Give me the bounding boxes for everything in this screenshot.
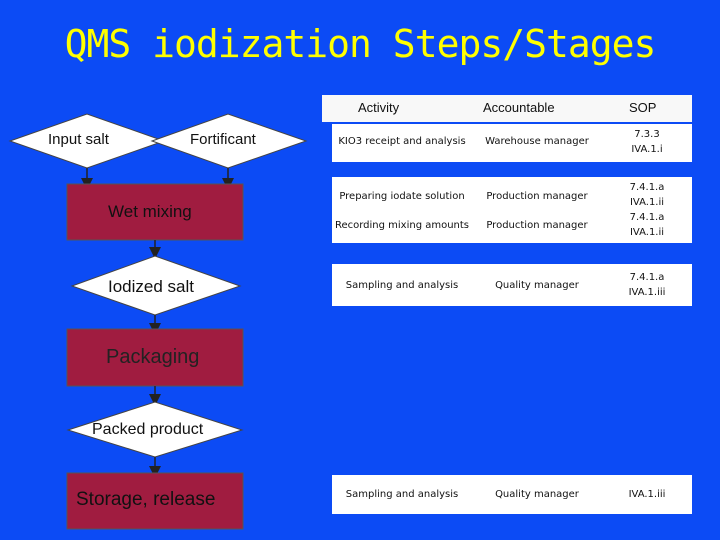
- row4-sop-line1: 7.4.1.a: [629, 272, 665, 283]
- slide-title: QMS iodization Steps/Stages: [64, 22, 656, 66]
- packed-product-label: Packed product: [92, 421, 204, 438]
- storage-release-label: Storage, release: [76, 489, 216, 510]
- packaging-label: Packaging: [106, 346, 200, 368]
- row2-sop-line1: 7.4.1.a: [629, 182, 665, 193]
- row4-sop-line2: IVA.1.iii: [628, 287, 666, 298]
- row3-sop-line1: 7.4.1.a: [629, 212, 665, 223]
- wet-mixing-label: Wet mixing: [108, 202, 192, 221]
- row4-accountable: Quality manager: [495, 280, 579, 291]
- input-salt-label: Input salt: [48, 131, 109, 148]
- row1-accountable: Warehouse manager: [485, 136, 589, 147]
- row3-sop-line2: IVA.1.ii: [629, 227, 665, 238]
- row2-activity: Preparing iodate solution: [339, 191, 465, 202]
- row5-accountable: Quality manager: [495, 489, 579, 500]
- row1-sop: [605, 127, 689, 157]
- header-sop: SOP: [629, 100, 657, 115]
- row1-activity: KIO3 receipt and analysis: [338, 136, 466, 147]
- row2-sop-line2: IVA.1.ii: [629, 197, 665, 208]
- iodized-salt-label: Iodized salt: [108, 277, 194, 296]
- row1-sop-line2: IVA.1.i: [631, 144, 663, 155]
- row5-activity: Sampling and analysis: [345, 489, 459, 500]
- row4-activity: Sampling and analysis: [345, 280, 459, 291]
- fortificant-label: Fortificant: [190, 131, 256, 148]
- header-activity: Activity: [358, 100, 400, 115]
- row3-sop: [605, 210, 689, 240]
- row5-sop-line1: IVA.1.iii: [628, 489, 666, 500]
- row3-accountable: Production manager: [486, 220, 588, 231]
- row2-accountable: Production manager: [486, 191, 588, 202]
- header-accountable: Accountable: [483, 100, 555, 115]
- row3-activity: Recording mixing amounts: [334, 220, 470, 231]
- row2-sop: [605, 180, 689, 210]
- row4-sop: [605, 270, 689, 300]
- row1-sop-line1: 7.3.3: [634, 129, 660, 140]
- row5-sop: [605, 487, 689, 502]
